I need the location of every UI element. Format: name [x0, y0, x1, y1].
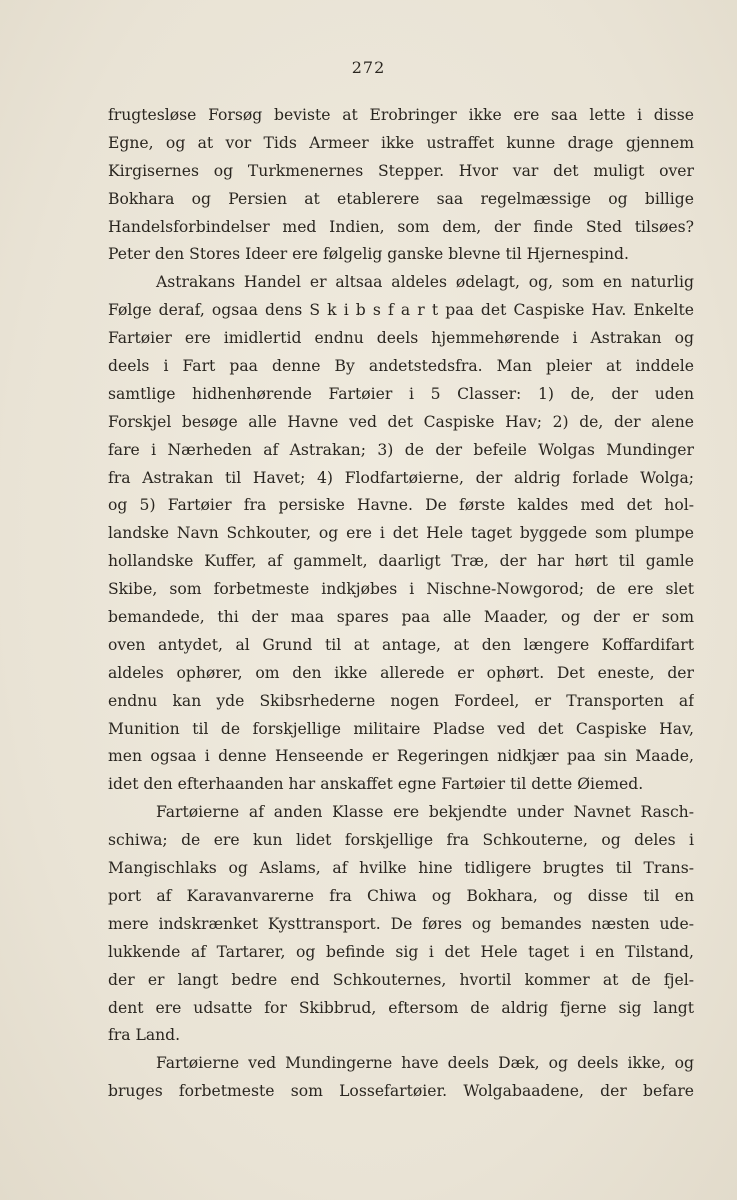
text-line: bemandede, thi der maa spares paa alle Maader, og der er som: [108, 608, 694, 627]
text-line: deels i Fart paa denne By andetstedsfra. Man pleier at inddele: [108, 357, 694, 376]
text-line: samtlige hidhenhørende Fartøier i 5 Classer: 1) de, der uden: [108, 384, 694, 403]
body-text: [108, 102, 694, 1106]
text-line: schiwa; de ere kun lidet forskjellige fra Schkouterne, og deles i: [108, 831, 694, 850]
text-line: port af Karavanvarerne fra Chiwa og Bokhara, og disse til en: [108, 886, 694, 905]
text-line: endnu kan yde Skibsrhederne nogen Fordeel, er Transporten af: [108, 691, 694, 710]
text-line: hollandske Kuffer, af gammelt, daarligt Træ, der har hørt til gamle: [108, 552, 694, 571]
text-line: dent ere udsatte for Skibbrud, eftersom de aldrig fjerne sig langt: [108, 998, 694, 1017]
text-line: Kirgisernes og Turkmenernes Stepper. Hvor var det muligt over: [108, 161, 694, 180]
text-line: Forskjel besøge alle Havne ved det Caspiske Hav; 2) de, der alene: [108, 412, 694, 431]
text-line: fra Land.: [108, 1026, 181, 1045]
page-number: 272: [351, 58, 386, 77]
text-line: Astrakans Handel er altsaa aldeles ødelagt, og, som en naturlig: [156, 273, 694, 292]
text-line: bruges forbetmeste som Lossefartøier. Wolgabaadene, der befare: [108, 1082, 694, 1101]
text-line: Fartøier ere imidlertid endnu deels hjemmehørende i Astrakan og: [108, 329, 694, 348]
text-line: Skibe, som forbetmeste indkjøbes i Nischne-Nowgorod; de ere slet: [108, 580, 694, 599]
text-line: oven antydet, al Grund til at antage, at den længere Koffardifart: [108, 635, 694, 654]
text-line: lukkende af Tartarer, og befinde sig i det Hele taget i en Tilstand,: [108, 942, 694, 961]
text-line: men ogsaa i denne Henseende er Regeringen nidkjær paa sin Maade,: [108, 747, 694, 766]
text-line: aldeles ophører, om den ikke allerede er ophørt. Det eneste, der: [108, 663, 694, 682]
text-line: Handelsforbindelser med Indien, som dem, der finde Sted tilsøes?: [108, 217, 694, 236]
text-line: Fartøierne ved Mundingerne have deels Dæk, og deels ikke, og: [156, 1054, 694, 1073]
text-line: Fartøierne af anden Klasse ere bekjendte under Navnet Rasch-: [156, 803, 694, 822]
text-line: Mangischlaks og Aslams, af hvilke hine tidligere brugtes til Trans-: [108, 859, 694, 878]
text-line: fare i Nærheden af Astrakan; 3) de der befeile Wolgas Mundinger: [108, 440, 694, 459]
text-line: landske Navn Schkouter, og ere i det Hele taget byggede som plumpe: [108, 524, 694, 543]
text-line: Følge deraf, ogsaa dens S k i b s f a r t paa det Caspiske Hav. Enkelte: [108, 301, 694, 320]
text-line: mere indskrænket Kysttransport. De føres og bemandes næsten ude-: [108, 914, 694, 933]
text-line: fra Astrakan til Havet; 4) Flodfartøierne, der aldrig forlade Wolga;: [108, 468, 694, 487]
text-line: idet den efterhaanden har anskaffet egne Fartøier til dette Øiemed.: [108, 775, 644, 794]
text-line: frugtesløse Forsøg beviste at Erobringer ikke ere saa lette i disse: [108, 106, 694, 124]
text-line: Egne, og at vor Tids Armeer ikke ustraffet kunne drage gjennem: [108, 133, 694, 152]
text-line: der er langt bedre end Schkouternes, hvortil kommer at de fjel-: [108, 970, 694, 989]
text-line: Peter den Stores Ideer ere følgelig ganske blevne til Hjernespind.: [108, 245, 629, 264]
text-line: Bokhara og Persien at etablerere saa regelmæssige og billige: [108, 189, 694, 208]
text-line: og 5) Fartøier fra persiske Havne. De første kaldes med det hol-: [108, 496, 694, 515]
text-line: Munition til de forskjellige militaire Pladse ved det Caspiske Hav,: [108, 719, 694, 738]
